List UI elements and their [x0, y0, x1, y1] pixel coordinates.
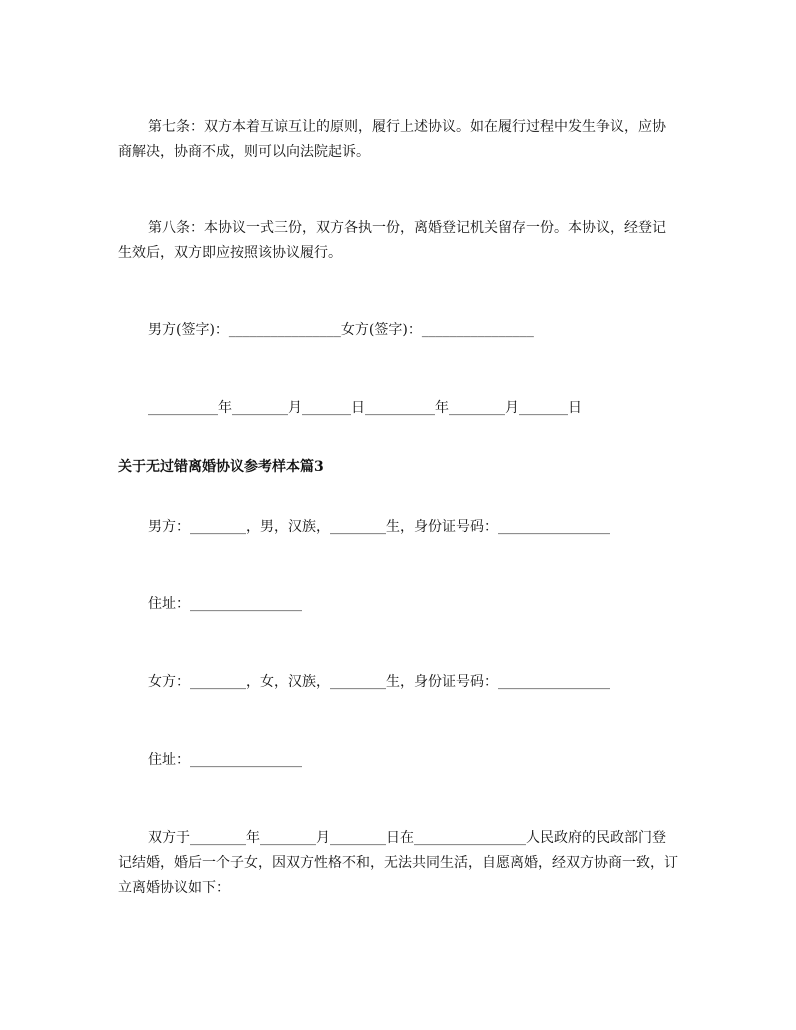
- male-address-line: 住址：________________: [148, 596, 302, 612]
- female-info-line: 女方：________，女，汉族，________生，身份证号码：________________: [148, 674, 610, 690]
- date-line: __________年________月_______日__________年________月_______日: [148, 400, 582, 416]
- article-7-paragraph: 第七条：双方本着互谅互让的原则，履行上述协议。如在履行过程中发生争议，应协商解决，协商不成，则可以向法院起诉。: [118, 119, 666, 160]
- section-title: 关于无过错离婚协议参考样本篇3: [118, 459, 324, 475]
- marriage-statement-paragraph: 双方于________年________月________日在________________人民政府的民政部门登记结婚，婚后一个子女，因双方性格不和，无法共同生活，自愿离婚，经双方协商一致，订立离婚协议如下：: [118, 830, 678, 896]
- signature-line: 男方(签字)：________________女方(签字)：________________: [148, 322, 534, 338]
- female-address-line: 住址：________________: [148, 752, 302, 768]
- male-info-line: 男方：________，男，汉族，________生，身份证号码：________________: [148, 519, 610, 535]
- article-8-paragraph: 第八条：本协议一式三份，双方各执一份，离婚登记机关留存一份。本协议，经登记生效后，双方即应按照该协议履行。: [118, 220, 666, 261]
